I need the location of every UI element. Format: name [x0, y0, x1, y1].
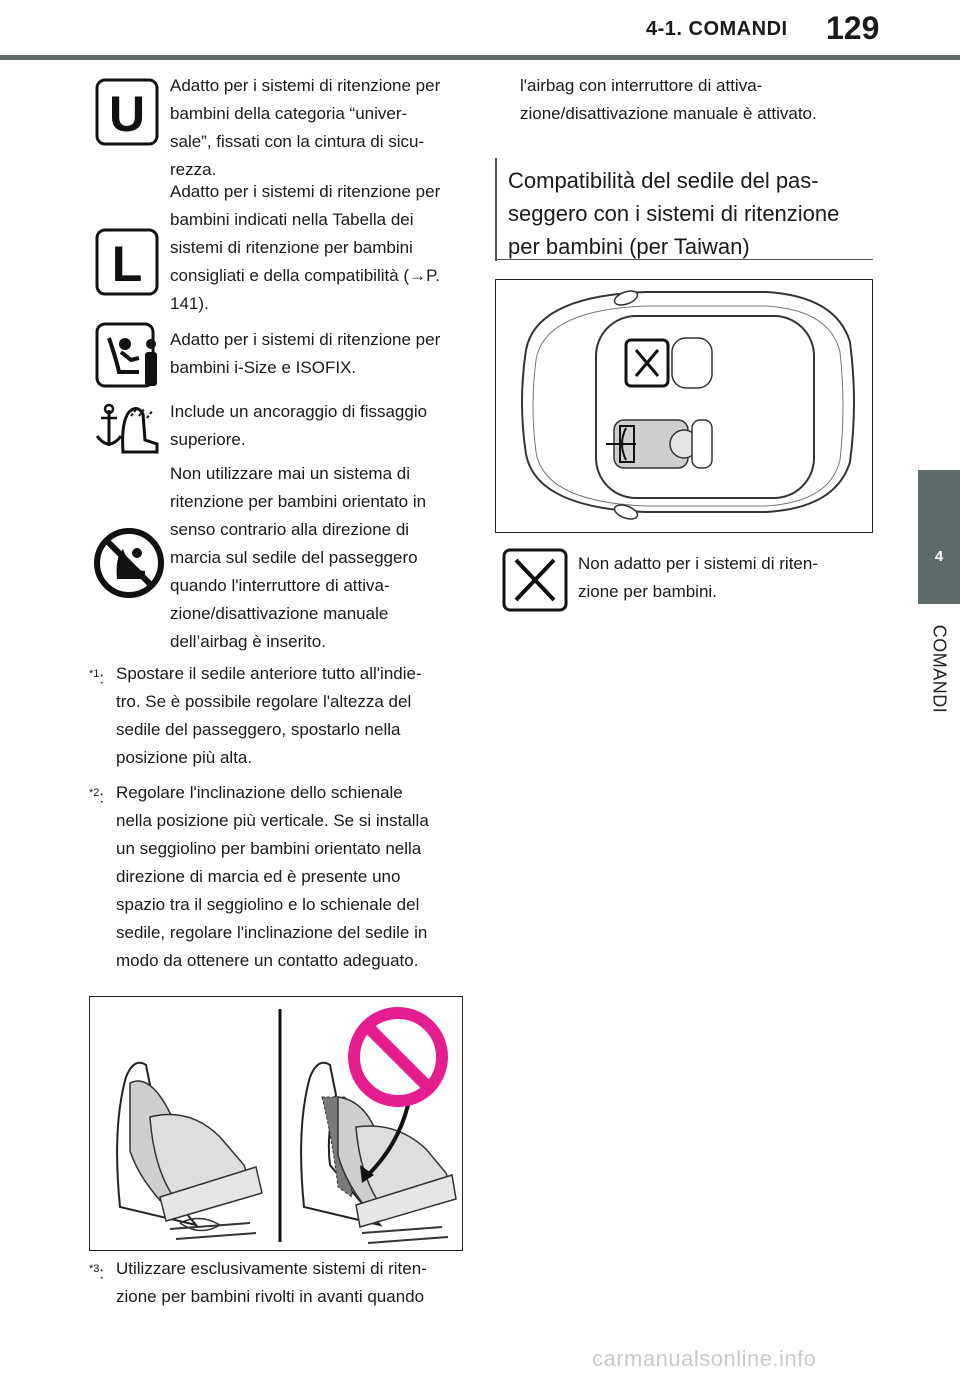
heading-rule-vertical [495, 158, 497, 261]
seat-gap-figure [301, 1013, 456, 1243]
chapter-label: COMANDI [929, 624, 950, 714]
footnote-1: $^{*1}$: Spostare il sedile anteriore tutto all'indie- tro. Se è possibile regolare l'altezza del sedile del passeggero, spostarlo nella posizione più alta. [89, 664, 422, 767]
footnote-2: $^{*2}$: Regolare l'inclinazione dello schienale nella posizione più verticale. Se si installa un seggiolino per bambini orientato nella direzione di marcia ed è presente uno spazio tra il seggiolino e lo schienale del sedile, regolare l'inclinazione del sedile in modo da ottenere un contatto adeguato. [89, 783, 429, 970]
isize-isofix-icon [95, 322, 161, 388]
not-suitable-icon [502, 548, 568, 612]
universal-category-icon [95, 78, 159, 146]
page-number: 129 [826, 10, 880, 46]
chapter-number: 4 [934, 548, 944, 565]
legend-text-no-rear-facing: Non utilizzare mai un sistema di ritenzione per bambini orientato in senso contrario alla direzione di marcia sul sedile del passeggero quando l'interruttore di attiva- zione/disattivazione manuale dell’airbag è inserito. [170, 464, 427, 651]
legend-text-recommended: Adatto per i sistemi di ritenzione per bambini indicati nella Tabella dei sistemi di ritenzione per bambini consigliati e della compatibilità (→P. 141). [170, 182, 441, 313]
seat-correct-figure [117, 1063, 262, 1239]
watermark: carmanualsonline.info [592, 1346, 817, 1371]
footnote-3: $^{*3}$: Utilizzare esclusivamente sistemi di riten- zione per bambini rivolti in avanti quando [89, 1259, 427, 1306]
svg-text:L: L [111, 236, 143, 292]
legend-text-tether: Include un ancoraggio di fissaggio superiore. [170, 402, 428, 449]
car-top-view-illustration [495, 279, 873, 533]
legend-text-isize: Adatto per i sistemi di ritenzione per bambini i-Size e ISOFIX. [170, 330, 441, 377]
header-rule [0, 55, 960, 60]
top-tether-anchor-icon [95, 402, 161, 458]
seat-recline-illustration [89, 996, 463, 1251]
svg-text:U: U [108, 86, 146, 142]
no-rear-facing-seat-icon [93, 527, 165, 599]
section-heading: Compatibilità del sedile del pas- seggero con i sistemi di ritenzione per bambini (per Taiwan) [508, 168, 840, 259]
legend-text-universal: Adatto per i sistemi di ritenzione per bambini della categoria “univer- sale”, fissati con la cintura di sicu- rezza. [170, 76, 441, 179]
section-title: 4-1. COMANDI [646, 18, 788, 40]
not-suitable-text: Non adatto per i sistemi di riten- zione per bambini. [578, 554, 818, 601]
chapter-tab[interactable] [918, 470, 960, 604]
recommended-seat-icon [95, 228, 159, 296]
continuation-text: l'airbag con interruttore di attiva- zione/disattivazione manuale è attivato. [520, 76, 817, 123]
